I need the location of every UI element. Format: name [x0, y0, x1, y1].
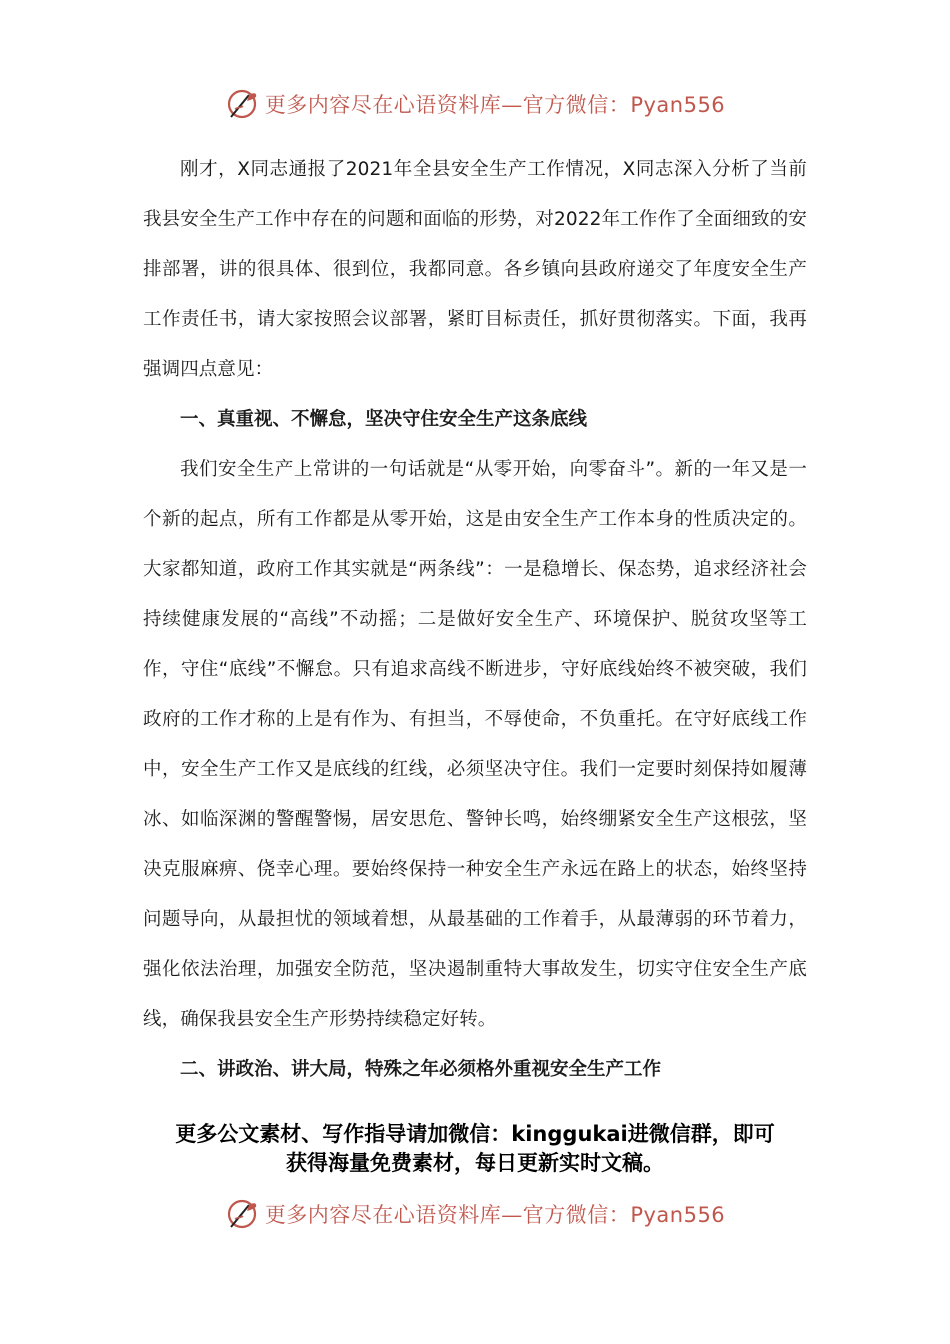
document-body	[143, 145, 807, 1095]
footer-banner	[0, 1192, 950, 1236]
paragraph-intro: 刚才，X同志通报了2021年全县安全生产工作情况，X同志深入分析了当前我县安全生产工作中存在的问题和面临的形势，对2022年工作作了全面细致的安排部署，讲的很具体、很到位，我都同意。各乡镇向县政府递交了年度安全生产工作责任书，请大家按照会议部署，紧盯目标责任，抓好贯彻落实。下面，我再强调四点意见：	[143, 159, 807, 380]
section-heading-2: 二、讲政治、讲大局，特殊之年必须格外重视安全生产工作	[180, 1059, 662, 1080]
paragraph-section-1: 我们安全生产上常讲的一句话就是“从零开始，向零奋斗”。新的一年又是一个新的起点，所有工作都是从零开始，这是由安全生产工作本身的性质决定的。大家都知道，政府工作其实就是“两条线”：一是稳增长、保态势，追求经济社会持续健康发展的“高线”不动摇；二是做好安全生产、环境保护、脱贫攻坚等工作，守住“底线”不懈怠。只有追求高线不断进步，守好底线始终不被突破，我们政府的工作才称的上是有作为、有担当，不辱使命，不负重托。在守好底线工作中，安全生产工作又是底线的红线，必须坚决守住。我们一定要时刻保持如履薄冰、如临深渊的警醒警惕，居安思危、警钟长鸣，始终绷紧安全生产这根弦，坚决克服麻痹、侥幸心理。要始终保持一种安全生产永远在路上的状态，始终坚持问题导向，从最担忧的领域着想，从最基础的工作着手，从最薄弱的环节着力，强化依法治理，加强安全防范，坚决遏制重特大事故发生，切实守住安全生产底线，确保我县安全生产形势持续稳定好转。	[143, 459, 807, 1030]
header-wechat-id: Pyan556	[630, 93, 726, 117]
footer-banner-text: 更多内容尽在心语资料库—官方微信：Pyan556	[264, 1203, 726, 1227]
quill-pen-logo-icon	[225, 87, 259, 121]
footer-wechat-id: Pyan556	[630, 1203, 726, 1227]
header-banner	[0, 82, 950, 126]
promo-line-2: 获得海量免费素材，每日更新实时文稿。	[286, 1151, 664, 1175]
quill-pen-logo-icon	[225, 1197, 259, 1231]
section-heading-1: 一、真重视、不懈怠，坚决守住安全生产这条底线	[180, 409, 588, 430]
promo-notice	[143, 1120, 807, 1178]
header-banner-text: 更多内容尽在心语资料库—官方微信：Pyan556	[264, 93, 726, 117]
promo-line-1: 更多公文素材、写作指导请加微信：kinggukai进微信群，即可	[175, 1122, 775, 1146]
